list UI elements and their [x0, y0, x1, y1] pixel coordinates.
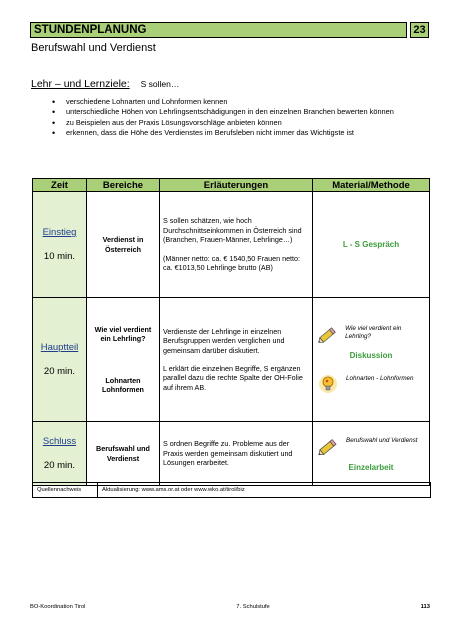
col-header-erlaeuterungen: Erläuterungen — [160, 179, 313, 192]
page-number: 113 — [420, 604, 430, 610]
page-header — [30, 22, 429, 38]
bereich-cell — [87, 422, 160, 486]
duration-label: 10 min. — [43, 250, 76, 262]
zeit-cell — [33, 298, 87, 422]
goal-list — [56, 97, 436, 139]
table-row — [33, 298, 430, 422]
bereich-label: Berufswahl und Verdienst — [96, 444, 150, 463]
lightbulb-icon — [316, 372, 340, 396]
duration-label: 20 min. — [43, 365, 76, 377]
sources-text: Aktualisierung: www.ams.or.at oder www.wko.at/tirol/biz — [102, 487, 245, 493]
zeit-cell — [33, 192, 87, 298]
erlaeuterung-cell — [160, 298, 313, 422]
pencil-icon — [316, 435, 340, 459]
goals-heading — [31, 78, 179, 90]
goal-item: • unterschiedliche Höhen von Lehrlingsentschädigungen in den einzelnen Branchen bewerten können — [56, 107, 436, 117]
sources-box — [32, 482, 431, 498]
goals-label: Lehr – und Lernziele: — [31, 78, 130, 90]
table-header-row — [33, 179, 430, 192]
method-label: Einzelarbeit — [348, 462, 394, 472]
bereich-label: Lohnarten Lohnformen — [102, 375, 144, 394]
goal-item: • zu Beispielen aus der Praxis Lösungsvorschläge anbieten können — [56, 118, 436, 128]
col-header-zeit: Zeit — [33, 179, 87, 192]
erlaeuterung-text: (Männer netto: ca. € 1540,50 Frauen netto: ca. €1013,50 Lehrlinge brutto (AB) — [163, 253, 301, 273]
goal-item: • erkennen, dass die Höhe des Verdienstes im Berufsleben nicht immer das Wichtigste ist — [56, 128, 436, 138]
material-cell — [313, 422, 430, 486]
material-cell — [313, 298, 430, 422]
header-title: STUNDENPLANUNG — [30, 22, 407, 38]
footer-left: BO-Koordination Tirol — [30, 604, 86, 610]
sources-label: Quellennachweis — [33, 483, 98, 497]
bereich-cell — [87, 192, 160, 298]
method-label: L - S Gespräch — [342, 239, 400, 249]
material-note: Berufswahl und Verdienst — [346, 436, 418, 444]
col-header-material: Material/Methode — [313, 179, 430, 192]
material-cell — [313, 192, 430, 298]
material-note: Wie viel verdient ein Lehrling? — [345, 324, 402, 340]
erlaeuterung-cell — [160, 192, 313, 298]
zeit-cell — [33, 422, 87, 486]
erlaeuterung-cell — [160, 422, 313, 486]
erlaeuterung-text: S sollen schätzen, wie hoch Durchschnittseinkommen in Österreich sind (Branchen, Frauen-Männer, Lehrlinge…) — [163, 216, 302, 245]
erlaeuterung-text: L erklärt die einzelnen Begriffe, S ergänzen parallel dazu die rechte Spalte der OH-Folie auf ihrem AB. — [163, 364, 303, 392]
phase-label: Schluss — [42, 436, 77, 448]
table-row — [33, 422, 430, 486]
erlaeuterung-text: Verdienste der Lehrlinge in einzelnen Berufsgruppen werden verglichen und gemeinsam darüber diskutiert. — [163, 326, 285, 355]
table-row — [33, 192, 430, 298]
lesson-plan-table — [32, 178, 430, 486]
bereich-cell — [87, 298, 160, 422]
pencil-icon — [316, 323, 339, 347]
col-header-bereiche: Bereiche — [87, 179, 160, 192]
footer-center: 7. Schulstufe — [236, 604, 270, 610]
page-footer — [30, 604, 430, 610]
bereich-label: Wie viel verdient ein Lehrling? — [94, 324, 152, 344]
material-note: Lohnarten - Lohnformen — [346, 375, 414, 383]
page-subtitle: Berufswahl und Verdienst — [31, 42, 156, 54]
erlaeuterung-text: S ordnen Begriffe zu. Probleme aus der Praxis werden gemeinsam diskutiert und Lösungen erarbeitet. — [163, 439, 293, 468]
method-label: Diskussion — [349, 350, 393, 360]
phase-label: Einstieg — [42, 227, 77, 239]
goals-intro: S sollen… — [140, 79, 180, 89]
goal-item: • verschiedene Lohnarten und Lohnformen kennen — [56, 97, 436, 107]
phase-label: Hauptteil — [40, 342, 79, 354]
duration-label: 20 min. — [43, 459, 76, 471]
bereich-label: Verdienst in Österreich — [102, 235, 144, 254]
header-number: 23 — [410, 22, 429, 38]
